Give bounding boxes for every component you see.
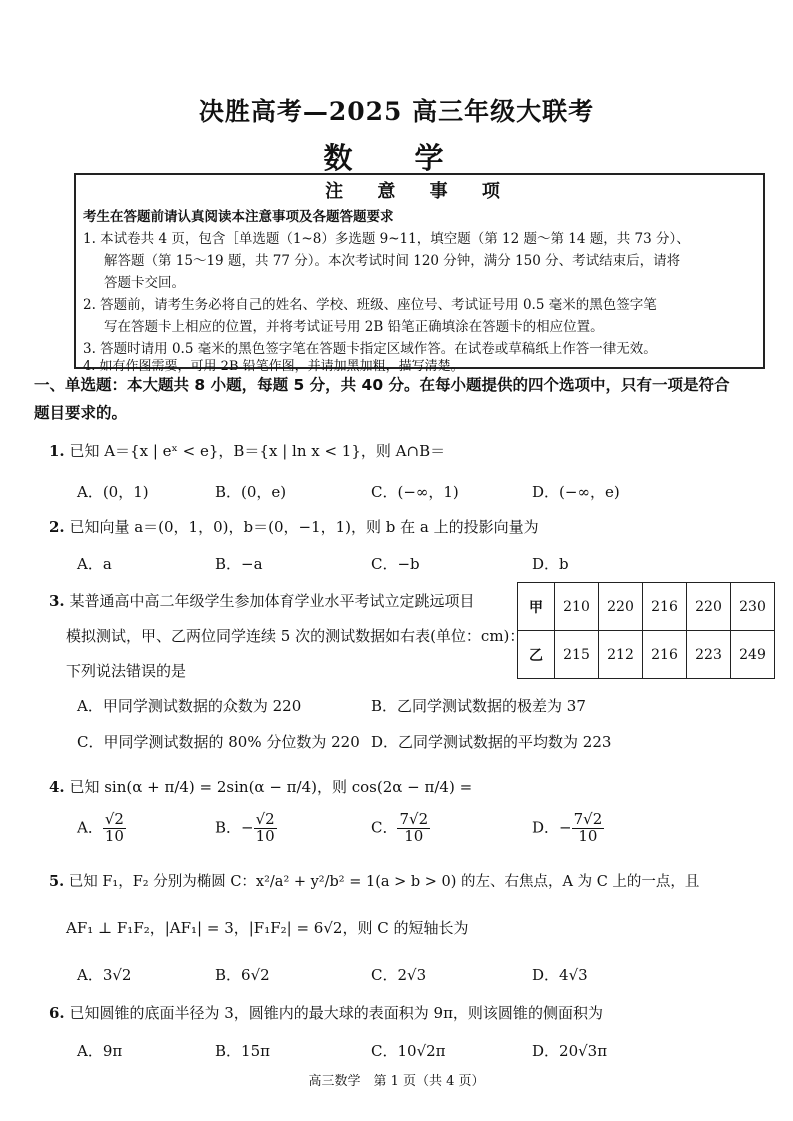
table-cell: 216 [643, 583, 687, 631]
fraction [397, 812, 430, 845]
option-a: A．甲同学测试数据的众数为 220 [77, 697, 302, 715]
notice-box [74, 173, 765, 374]
question-stem: 已知 F₁，F₂ 分别为椭圆 C：x²/a² + y²/b² = 1(a > b > 0) 的左、右焦点，A 为 C 上的一点，且 [68, 874, 700, 890]
question-number: 5. [49, 873, 65, 890]
notice-line: 1. 本试卷共 4 页，包含［单选题（1~8）多选题 9~11，填空题（第 12 题～第 14 题，共 73 分）、 [83, 231, 690, 247]
notice-heading: 考生在答题前请认真阅读本注意事项及各题答题要求 [83, 209, 394, 225]
option-d [532, 812, 604, 845]
notice-line: 3. 答题时请用 0.5 毫米的黑色签字笔在答题卡指定区域作答。在试卷或草稿纸上作答一律无效。 [83, 341, 657, 357]
question-number: 2. [49, 518, 65, 536]
subject-title: 数 学 [323, 141, 470, 175]
question-3 [49, 590, 474, 611]
question-number: 6. [49, 1004, 65, 1022]
option-c: C．(−∞，1) [371, 483, 459, 501]
option-b: B．−a [215, 555, 263, 573]
question-stem-cont: AF₁ ⊥ F₁F₂，|AF₁| = 3，|F₁F₂| = 6√2，则 C 的短轴长为 [66, 919, 469, 937]
option-a [77, 812, 126, 845]
question-4 [49, 776, 472, 797]
numerator: 7√2 [399, 810, 429, 828]
notice-line: 答题卡交回。 [104, 275, 185, 291]
option-b [215, 812, 277, 845]
fraction [572, 812, 605, 845]
option-b: B．(0，e) [215, 483, 287, 501]
section-heading-cont: 题目要求的。 [34, 404, 128, 422]
option-sign: − [241, 818, 254, 837]
table-cell: 249 [731, 631, 775, 679]
denominator: 10 [104, 826, 124, 845]
fraction [103, 812, 126, 845]
question-number: 4. [49, 778, 65, 796]
fraction [254, 812, 277, 845]
option-d: D．20√3π [532, 1042, 608, 1060]
table-cell: 220 [599, 583, 643, 631]
table-cell: 220 [687, 583, 731, 631]
option-a: A．a [77, 555, 112, 573]
numerator: √2 [255, 810, 275, 828]
option-b: B．15π [215, 1042, 270, 1060]
option-a: A．(0，1) [77, 483, 149, 501]
question-number: 1. [49, 442, 65, 460]
exam-title: 决胜高考—2025 高三年级大联考 [198, 97, 595, 126]
question-1 [49, 440, 445, 461]
option-c: C．甲同学测试数据的 80% 分位数为 220 [77, 733, 360, 751]
question-stem: 某普通高中高二年级学生参加体育学业水平考试立定跳远项目 [69, 592, 475, 610]
option-label: C． [371, 818, 398, 837]
denominator: 10 [578, 826, 598, 845]
numerator: 7√2 [573, 810, 603, 828]
option-c: C．10√2π [371, 1042, 446, 1060]
option-d: D．b [532, 555, 569, 573]
notice-line: 2. 答题前，请考生务必将自己的姓名、学校、班级、座位号、考试证号用 0.5 毫米的黑色签字笔 [83, 297, 657, 313]
denominator: 10 [404, 826, 424, 845]
option-a: A．9π [77, 1042, 123, 1060]
notice-line: 解答题（第 15～19 题，共 77 分）。本次考试时间 120 分钟，满分 150 分、考试结束后，请将 [104, 253, 681, 269]
question-stem-cont: 模拟测试，甲、乙两位同学连续 5 次的测试数据如右表(单位：cm)： [66, 627, 525, 645]
question-stem: 已知向量 a＝(0，1，0)，b＝(0，−1，1)，则 b 在 a 上的投影向量为 [69, 518, 539, 536]
section-heading: 一、单选题：本大题共 8 小题，每题 5 分，共 40 分。在每小题提供的四个选项中，只有一项是符合 [34, 376, 730, 394]
table-row [518, 583, 775, 631]
option-label: D． [532, 818, 560, 837]
option-a: A．3√2 [77, 966, 132, 984]
question-number: 3. [49, 592, 65, 610]
option-c [371, 812, 430, 845]
table-cell: 215 [555, 631, 599, 679]
option-d: D．(−∞，e) [532, 483, 620, 501]
question-stem: 已知 A＝{x | eˣ < e}，B＝{x | ln x < 1}，则 A∩B＝ [69, 442, 446, 460]
table-cell: 210 [555, 583, 599, 631]
page-footer: 高三数学 第 1 页（共 4 页） [308, 1074, 485, 1089]
question-2 [49, 516, 539, 537]
question-6 [49, 1002, 603, 1023]
question-stem: 已知圆锥的底面半径为 3，圆锥内的最大球的表面积为 9π，则该圆锥的侧面积为 [69, 1004, 603, 1022]
denominator: 10 [255, 826, 275, 845]
numerator: √2 [104, 810, 124, 828]
option-c: C．2√3 [371, 966, 427, 984]
table-cell: 216 [643, 631, 687, 679]
question-5 [49, 870, 699, 891]
notice-title: 注 意 事 项 [325, 181, 514, 202]
table-cell: 230 [731, 583, 775, 631]
option-d: D．乙同学测试数据的平均数为 223 [371, 733, 612, 751]
table-cell: 甲 [518, 583, 555, 631]
question-stem-cont: 下列说法错误的是 [66, 662, 187, 680]
option-d: D．4√3 [532, 966, 588, 984]
option-c: C．−b [371, 555, 420, 573]
notice-line: 写在答题卡上相应的位置，并将考试证号用 2B 铅笔正确填涂在答题卡的相应位置。 [104, 319, 604, 335]
option-sign: − [559, 818, 572, 837]
option-b: B．乙同学测试数据的极差为 37 [371, 697, 586, 715]
table-row [518, 631, 775, 679]
table-cell: 223 [687, 631, 731, 679]
data-table [517, 582, 775, 679]
table-cell: 212 [599, 631, 643, 679]
option-label: B． [215, 818, 242, 837]
table-cell: 乙 [518, 631, 555, 679]
option-b: B．6√2 [215, 966, 270, 984]
option-label: A． [77, 818, 103, 837]
notice-line: 4. 如有作图需要，可用 2B 铅笔作图，并请加黑加粗，描写清楚。 [83, 359, 464, 374]
question-stem: 已知 sin(α + π/4) = 2sin(α − π/4)，则 cos(2α − π/4) = [69, 778, 473, 796]
